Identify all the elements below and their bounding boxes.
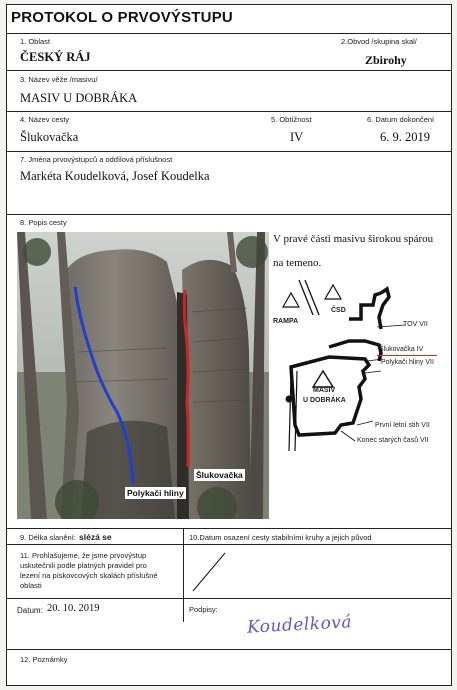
field-1-value: ČESKÝ RÁJ xyxy=(20,50,91,64)
description-line-2: na temeno. xyxy=(273,257,322,269)
map-label-rampa: RAMPA xyxy=(273,318,299,325)
field-10-label: 10.Datum osazení cesty stabilními kruhy a jejich původ xyxy=(189,533,372,542)
field-6-label: 6. Datum dokončení xyxy=(367,115,435,124)
field-9-value: slézá se xyxy=(79,532,112,542)
divider xyxy=(7,649,451,650)
protocol-form xyxy=(6,4,452,686)
divider xyxy=(7,70,451,71)
field-11-line-2: uskutečnili podle platných pravidel pro xyxy=(20,561,147,570)
signature: Koudelková xyxy=(246,612,353,638)
field-10-strike xyxy=(189,549,229,595)
field-4-value: Šlukovačka xyxy=(20,130,79,144)
field-5-label: 5. Obtížnost xyxy=(271,115,312,124)
map-label-polykaci: Polykači hliny VII xyxy=(381,359,434,366)
field-3-label: 3. Název věže /masivu/ xyxy=(20,75,98,84)
map-label-tov: TOV VII xyxy=(403,321,428,328)
divider xyxy=(7,598,451,599)
divider xyxy=(7,214,451,215)
field-7-label: 7. Jména prvovýstupců a oddílová příslušnost xyxy=(20,155,173,164)
field-8-label: 8. Popis cesty xyxy=(20,218,67,227)
divider xyxy=(7,544,451,545)
map-label-slukovacka: Šlukovačka IV xyxy=(379,346,424,353)
signatures-label: Podpisy: xyxy=(189,605,218,614)
description-line-1: V pravé části masivu širokou spárou xyxy=(273,233,434,245)
map-label-masiv-1: MASIV xyxy=(313,387,336,394)
divider xyxy=(7,111,451,112)
field-4-label: 4. Název cesty xyxy=(20,115,70,124)
field-2-value: Zbirohy xyxy=(365,53,407,67)
route-photo xyxy=(17,232,269,519)
field-6-value: 6. 9. 2019 xyxy=(380,130,430,144)
field-11-line-1: 11. Prohlašujeme, že jsme prvovýstup xyxy=(20,551,147,560)
divider-vertical xyxy=(183,528,184,622)
map-label-masiv-2: U DOBRÁKA xyxy=(303,397,346,404)
date-label: Datum: xyxy=(17,606,43,615)
field-2-label: 2.Obvod /skupina skal/ xyxy=(341,37,417,46)
route-label-red: Šlukovačka xyxy=(196,470,243,480)
highlight-underline xyxy=(377,355,437,356)
divider xyxy=(7,151,451,152)
field-7-value: Markéta Koudelková, Josef Koudelka xyxy=(20,169,210,183)
form-title: PROTOKOL O PRVOVÝSTUPU xyxy=(11,9,233,26)
field-3-value: MASIV U DOBRÁKA xyxy=(20,91,138,105)
map-label-csd: ČSD xyxy=(331,307,346,314)
divider xyxy=(7,528,451,529)
map-label-prvni: První letní stih VII xyxy=(375,422,430,429)
route-label-blue: Polykači hliny xyxy=(127,488,184,498)
field-12-label: 12. Poznámky xyxy=(20,655,68,664)
route-description xyxy=(273,229,433,273)
field-11-line-3: lezení na pískovcových skalách příslušné xyxy=(20,571,158,580)
field-11-line-4: oblasti xyxy=(20,581,42,590)
field-5-value: IV xyxy=(290,130,304,144)
divider xyxy=(7,33,451,34)
field-11-text xyxy=(20,551,158,591)
field-1-label: 1. Oblast xyxy=(20,37,51,46)
map-label-konec: Konec starých časů VII xyxy=(357,437,429,444)
date-value: 20. 10. 2019 xyxy=(47,603,100,614)
field-9-label: 9. Délka slanění: xyxy=(20,533,76,542)
